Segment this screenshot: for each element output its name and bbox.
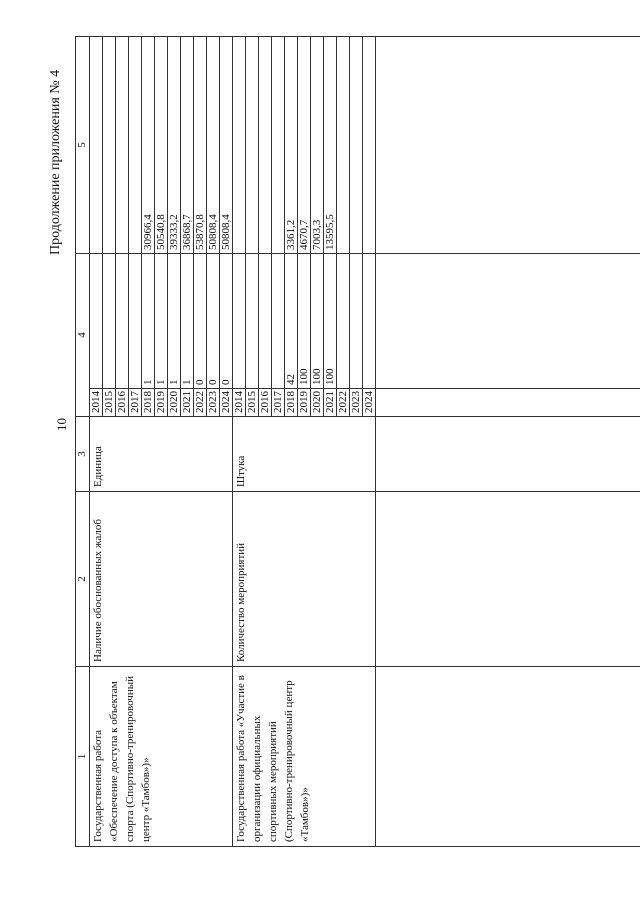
- year-cell: 2020: [168, 389, 181, 417]
- column-number-4: 4: [76, 254, 90, 417]
- value-cell-4: [350, 254, 363, 389]
- continuation-label: Продолжение приложения № 4: [48, 69, 63, 255]
- year-cell: 2020: [311, 389, 324, 417]
- value-cell-4: 42: [285, 254, 298, 389]
- year-cell: 2015: [246, 389, 259, 417]
- page-number: 10: [54, 418, 69, 431]
- value-cell-5: 13595,5: [324, 37, 337, 254]
- value-cell-5: [129, 37, 142, 254]
- year-cell: 2017: [129, 389, 142, 417]
- empty-cell: [376, 492, 640, 667]
- year-cell: 2022: [337, 389, 350, 417]
- value-cell-5: 3361,2: [285, 37, 298, 254]
- value-cell-5: 50808,4: [220, 37, 233, 254]
- year-cell: 2016: [259, 389, 272, 417]
- value-cell-5: [272, 37, 285, 254]
- value-cell-5: [233, 37, 246, 254]
- value-cell-4: 0: [207, 254, 220, 389]
- value-cell-5: [259, 37, 272, 254]
- column-number-row: [76, 37, 90, 847]
- unit-cell: Единица: [90, 417, 233, 492]
- indicator-cell: Количество мероприятий: [233, 492, 376, 667]
- year-cell: 2021: [324, 389, 337, 417]
- indicator-cell: Наличие обоснованных жалоб: [90, 492, 233, 667]
- value-cell-4: [363, 254, 376, 389]
- year-cell: 2019: [155, 389, 168, 417]
- year-cell: 2014: [233, 389, 246, 417]
- value-cell-5: 53870,8: [194, 37, 207, 254]
- value-cell-4: 0: [220, 254, 233, 389]
- value-cell-5: 50808,4: [207, 37, 220, 254]
- empty-cell: [376, 37, 640, 254]
- value-cell-5: 39333,2: [168, 37, 181, 254]
- value-cell-4: 1: [155, 254, 168, 389]
- value-cell-4: [246, 254, 259, 389]
- unit-cell: Штука: [233, 417, 376, 492]
- value-cell-5: [90, 37, 103, 254]
- value-cell-4: 1: [142, 254, 155, 389]
- year-cell: 2024: [363, 389, 376, 417]
- value-cell-4: 100: [311, 254, 324, 389]
- year-cell: 2014: [90, 389, 103, 417]
- table-row: [233, 37, 246, 847]
- year-cell: 2018: [285, 389, 298, 417]
- column-number-2: 2: [76, 492, 90, 667]
- value-cell-4: [272, 254, 285, 389]
- year-cell: 2018: [142, 389, 155, 417]
- value-cell-5: 50540,8: [155, 37, 168, 254]
- value-cell-4: [116, 254, 129, 389]
- value-cell-5: [246, 37, 259, 254]
- table-row: [90, 37, 103, 847]
- table-bottom-row: [376, 37, 640, 847]
- value-cell-5: [337, 37, 350, 254]
- empty-cell: [376, 417, 640, 492]
- year-cell: 2023: [207, 389, 220, 417]
- value-cell-5: [116, 37, 129, 254]
- value-cell-5: [363, 37, 376, 254]
- year-cell: 2023: [350, 389, 363, 417]
- value-cell-4: 100: [324, 254, 337, 389]
- year-cell: 2016: [116, 389, 129, 417]
- value-cell-4: [129, 254, 142, 389]
- empty-cell: [376, 389, 640, 417]
- value-cell-5: 4670,7: [298, 37, 311, 254]
- value-cell-4: [233, 254, 246, 389]
- column-number-3: 3: [76, 417, 90, 492]
- year-cell: 2019: [298, 389, 311, 417]
- value-cell-5: [350, 37, 363, 254]
- value-cell-5: 30966,4: [142, 37, 155, 254]
- appendix-table: [75, 36, 640, 847]
- value-cell-4: [103, 254, 116, 389]
- value-cell-4: 1: [181, 254, 194, 389]
- value-cell-5: 36868,7: [181, 37, 194, 254]
- value-cell-4: 1: [168, 254, 181, 389]
- value-cell-4: [337, 254, 350, 389]
- value-cell-4: [259, 254, 272, 389]
- value-cell-4: 100: [298, 254, 311, 389]
- year-cell: 2021: [181, 389, 194, 417]
- column-number-5: 5: [76, 37, 90, 254]
- value-cell-5: [103, 37, 116, 254]
- column-number-1: 1: [76, 667, 90, 847]
- value-cell-5: 7003,3: [311, 37, 324, 254]
- work-name-cell: Государственная работа «Обеспечение доступа к объектам спорта (Спортивно-тренировочный центр «Тамбов»)»: [90, 667, 233, 847]
- empty-cell: [376, 667, 640, 847]
- year-cell: 2015: [103, 389, 116, 417]
- work-name-cell: Государственная работа «Участие в организации официальных спортивных мероприятий (Спортивно-тренировочный центр «Тамбов»)»: [233, 667, 376, 847]
- year-cell: 2024: [220, 389, 233, 417]
- value-cell-4: 0: [194, 254, 207, 389]
- year-cell: 2017: [272, 389, 285, 417]
- value-cell-4: [90, 254, 103, 389]
- year-cell: 2022: [194, 389, 207, 417]
- empty-cell: [376, 254, 640, 389]
